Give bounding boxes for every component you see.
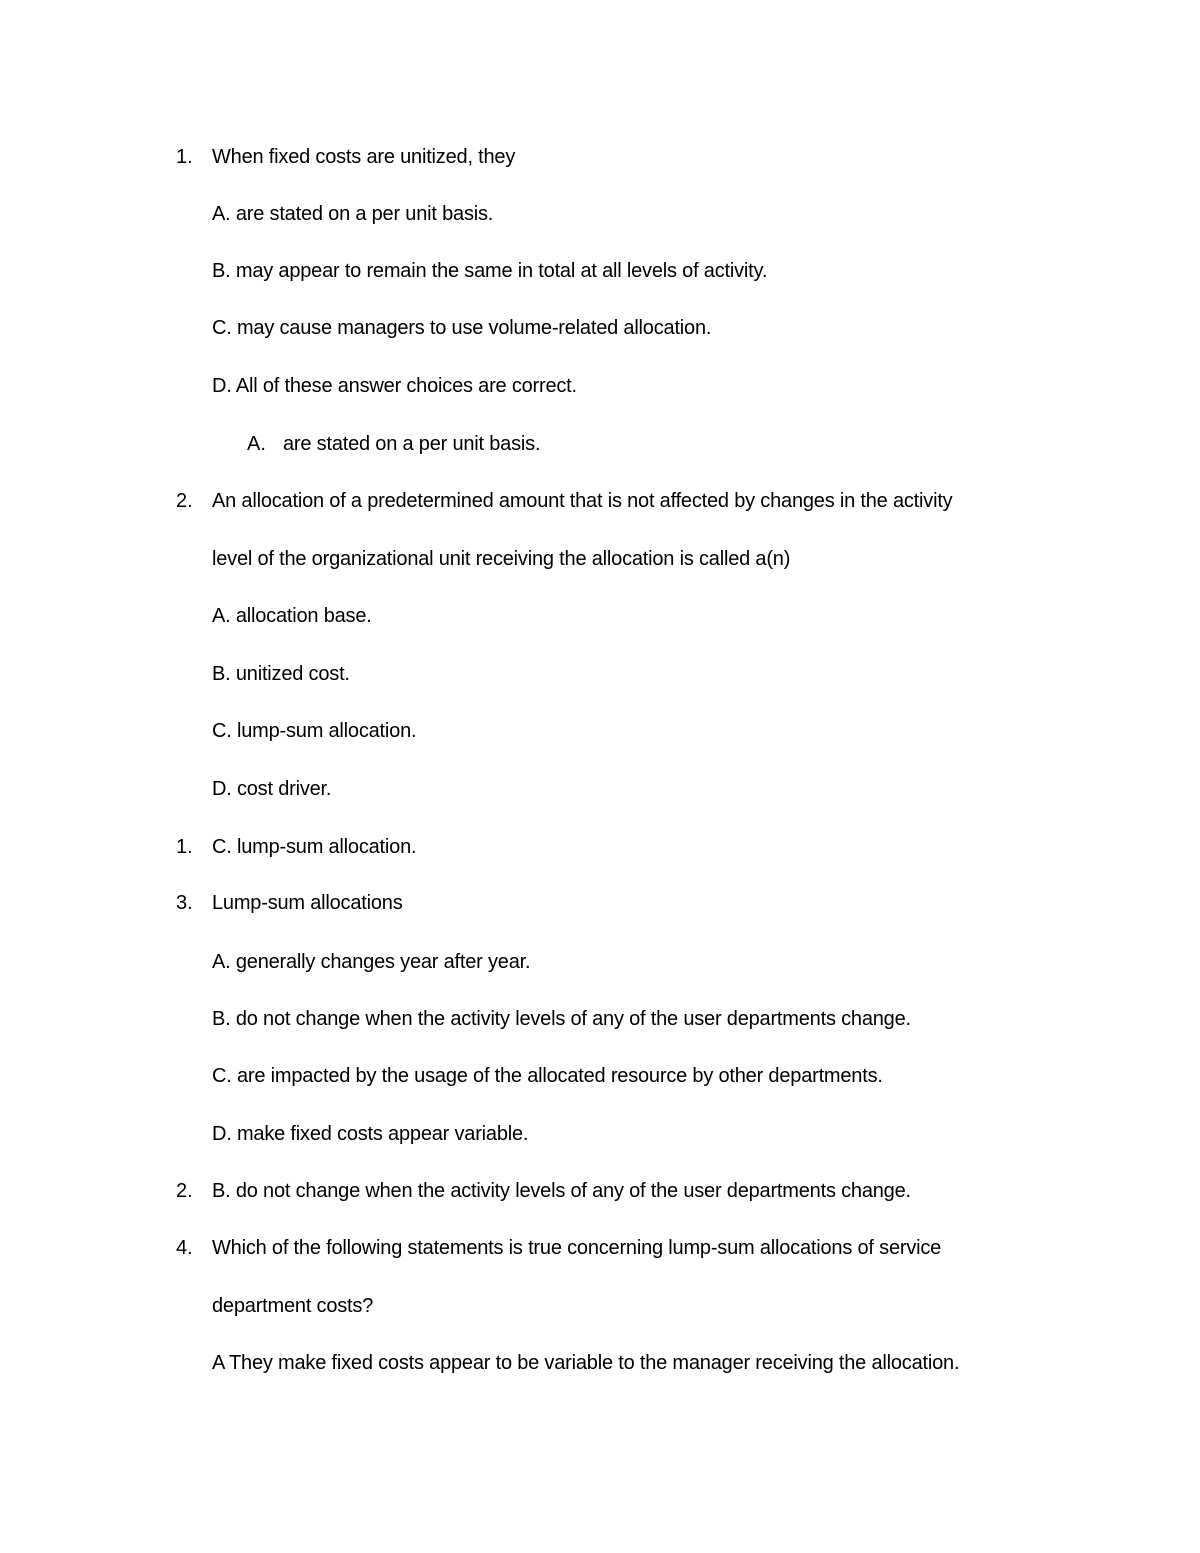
list-number: 3. — [176, 892, 193, 914]
question-text: Which of the following statements is true concerning lump-sum allocations of service — [212, 1237, 942, 1259]
list-number: 1. — [176, 146, 193, 168]
answer-option: B. do not change when the activity levels of any of the user departments change. — [212, 1008, 911, 1030]
answer-text: B. do not change when the activity levels of any of the user departments change. — [212, 1180, 911, 1202]
question-text: When fixed costs are unitized, they — [212, 146, 516, 168]
question-text-continued: department costs? — [212, 1295, 374, 1317]
list-number: 1. — [176, 836, 193, 858]
answer-text: C. lump-sum allocation. — [212, 836, 417, 858]
list-number: 2. — [176, 1180, 193, 1202]
list-number: 4. — [176, 1237, 193, 1259]
answer-option: D. make fixed costs appear variable. — [212, 1123, 529, 1145]
question-text: Lump-sum allocations — [212, 892, 403, 914]
answer-option: C. are impacted by the usage of the allocated resource by other departments. — [212, 1065, 883, 1087]
answer-option: A. allocation base. — [212, 605, 372, 627]
answer-option: D. All of these answer choices are correct. — [212, 375, 577, 397]
answer-option: B. may appear to remain the same in total at all levels of activity. — [212, 260, 768, 282]
answer-option: A. are stated on a per unit basis. — [212, 203, 494, 225]
answer-option: C. may cause managers to use volume-related allocation. — [212, 317, 712, 339]
answer-text: are stated on a per unit basis. — [283, 433, 541, 455]
answer-letter: A. — [247, 433, 266, 455]
answer-option: A. generally changes year after year. — [212, 951, 531, 973]
list-number: 2. — [176, 490, 193, 512]
answer-option: C. lump-sum allocation. — [212, 720, 417, 742]
answer-option: A They make fixed costs appear to be variable to the manager receiving the allocation. — [212, 1352, 960, 1374]
answer-option: B. unitized cost. — [212, 663, 350, 685]
question-text: An allocation of a predetermined amount that is not affected by changes in the activity — [212, 490, 953, 512]
question-text-continued: level of the organizational unit receiving the allocation is called a(n) — [212, 548, 791, 570]
answer-option: D. cost driver. — [212, 778, 332, 800]
